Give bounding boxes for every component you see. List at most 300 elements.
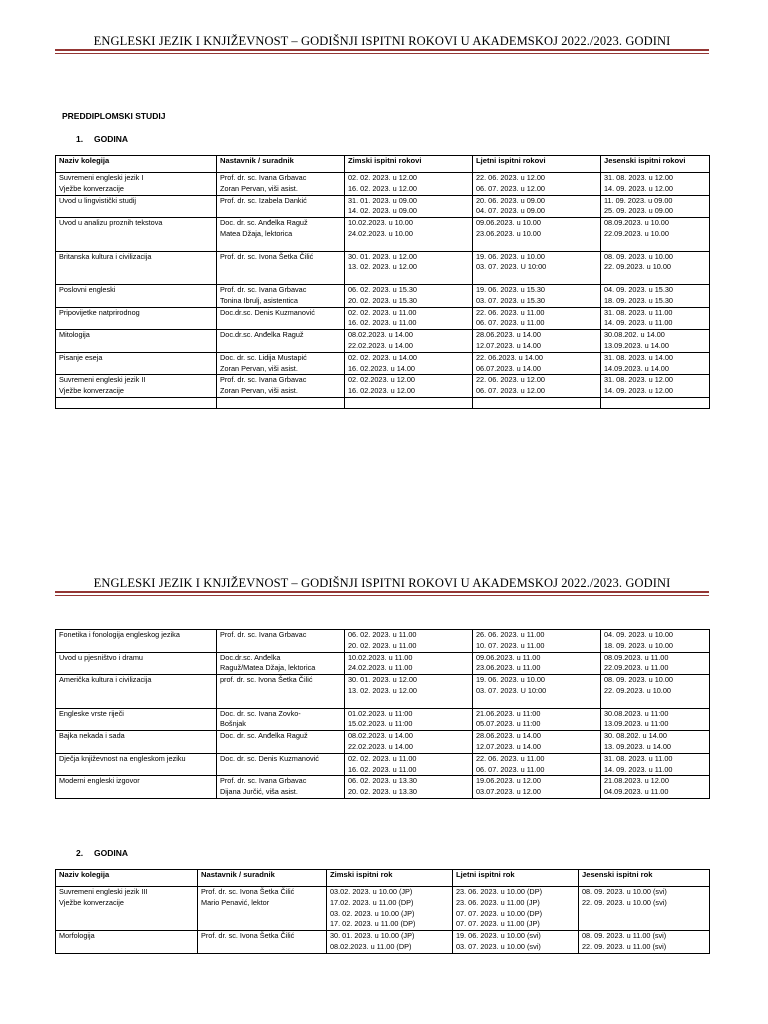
cell-summer	[473, 776, 601, 799]
cell-autumn	[601, 753, 710, 776]
page-header-2	[55, 576, 709, 591]
cell-autumn	[601, 708, 710, 731]
table-row-empty	[56, 397, 710, 408]
cell-autumn	[601, 251, 710, 284]
cell-line: 28.06.2023. u 14.00	[476, 731, 541, 741]
cell-winter	[345, 708, 473, 731]
cell-line: 19. 06. 2023. u 10.00	[476, 675, 545, 685]
cell-winter	[345, 375, 473, 398]
cell-course	[56, 630, 217, 653]
cell-line: Suvremeni engleski jezik III	[59, 887, 148, 896]
cell-teacher	[217, 731, 345, 754]
cell-line: 23.06.2023. u 11.00	[476, 663, 541, 673]
cell-line: 22. 09.2023. u 10.00	[604, 685, 671, 695]
cell-teacher	[217, 630, 345, 653]
cell-line: Moderni engleski izgovor	[59, 776, 140, 786]
cell-line: Zoran Pervan, viši asist.	[220, 363, 298, 373]
cell-course	[56, 675, 217, 708]
table-row	[56, 307, 710, 330]
cell-course	[56, 887, 198, 931]
cell-line: Pripovijetke natprirodnog	[59, 307, 140, 317]
cell-line: Vježbe konverzacije	[59, 897, 124, 907]
year-2-label	[76, 848, 128, 858]
cell-line: 16. 02.2023. u 14.00	[348, 363, 415, 373]
cell-line: Dijana Jurčić, viša asist.	[220, 787, 298, 797]
cell-summer	[453, 931, 579, 954]
cell-teacher	[217, 352, 345, 375]
cell-line: 14. 09. 2023. u 11.00	[604, 764, 673, 774]
cell-teacher	[198, 931, 327, 954]
cell-line: Prof. dr. sc. Ivona Šetka Čilić	[201, 887, 295, 896]
table-header-row	[56, 870, 710, 887]
cell-line: 09.06.2023. u 10.00	[476, 218, 541, 228]
year-2-table	[55, 869, 710, 954]
cell-winter	[345, 652, 473, 675]
year-title: GODINA	[94, 134, 128, 144]
cell-line: 20. 06. 2023. u 09.00	[476, 195, 545, 205]
cell-course	[56, 307, 217, 330]
cell-empty	[473, 397, 601, 408]
cell-teacher	[217, 307, 345, 330]
table-row	[56, 731, 710, 754]
cell-summer	[473, 630, 601, 653]
column-header: Ljetni ispitni rok	[453, 870, 579, 887]
cell-summer	[473, 375, 601, 398]
table-header-row	[56, 156, 710, 173]
page-title: ENGLESKI JEZIK I KNJIŽEVNOST – GODIŠNJI ISPITNI ROKOVI U AKADEMSKOJ 2022./2023. GODINI	[93, 34, 671, 48]
cell-teacher	[217, 173, 345, 196]
cell-teacher	[198, 887, 327, 931]
cell-summer	[473, 352, 601, 375]
year-title: GODINA	[94, 848, 128, 858]
table-row	[56, 776, 710, 799]
cell-line: Engleske vrste riječi	[59, 708, 124, 718]
cell-teacher	[217, 753, 345, 776]
cell-line: 03. 02. 2023. u 10.00 (JP)	[330, 908, 415, 918]
cell-summer	[473, 195, 601, 218]
cell-line: 08.02.2023. u 14.00	[348, 731, 413, 741]
section-label: PREDDIPLOMSKI STUDIJ	[62, 111, 166, 121]
cell-line: Zoran Pervan, viši asist.	[220, 386, 298, 396]
cell-summer	[473, 708, 601, 731]
cell-line: 10.02.2023. u 10.00	[348, 218, 413, 228]
table-row	[56, 218, 710, 251]
cell-line: 03.02. 2023. u 10.00 (JP)	[330, 887, 413, 896]
cell-line: Mitologija	[59, 330, 90, 340]
cell-empty	[56, 397, 217, 408]
cell-line: 23. 06. 2023. u 11.00 (JP)	[456, 897, 540, 907]
cell-line: 30.08.202. u 14.00	[604, 330, 665, 340]
cell-line: 19. 06. 2023. u 15.30	[476, 284, 545, 294]
column-header: Zimski ispitni rok	[327, 870, 453, 887]
cell-line: 17. 02. 2023. u 11.00 (DP)	[330, 919, 416, 929]
cell-winter	[327, 887, 453, 931]
cell-teacher	[217, 218, 345, 251]
cell-line: 14. 09. 2023. u 11.00	[604, 318, 673, 328]
cell-line: 20. 02. 2023. u 11.00	[348, 640, 417, 650]
cell-line: Bajka nekada i sada	[59, 731, 125, 741]
cell-line: 13. 09.2023. u 14.00	[604, 741, 671, 751]
table-row	[56, 753, 710, 776]
cell-line: Doc. dr. sc. Denis Kuzmanović	[220, 753, 319, 763]
cell-winter	[345, 218, 473, 251]
cell-autumn	[601, 375, 710, 398]
cell-line: 06. 02. 2023. u 15.30	[348, 284, 417, 294]
column-header: Ljetni ispitni rokovi	[473, 156, 601, 173]
cell-winter	[345, 731, 473, 754]
cell-summer	[473, 173, 601, 196]
cell-autumn	[579, 931, 710, 954]
cell-line: 02. 02. 2023. u 11.00	[348, 307, 417, 317]
cell-line: 09.06.2023. u 11.00	[476, 652, 541, 662]
table-row	[56, 173, 710, 196]
year-1-continued-table	[55, 629, 710, 799]
column-header: Nastavnik / suradnik	[217, 156, 345, 173]
cell-autumn	[601, 675, 710, 708]
cell-line: 22.09.2023. u 10.00	[604, 228, 669, 238]
cell-empty	[601, 397, 710, 408]
cell-line: Poslovni engleski	[59, 284, 116, 294]
cell-summer	[473, 753, 601, 776]
cell-teacher	[217, 652, 345, 675]
cell-line: 16. 02. 2023. u 12.00	[348, 183, 417, 193]
cell-line: Doc. dr. sc. Anđelka Raguž	[220, 731, 308, 741]
cell-teacher	[217, 284, 345, 307]
cell-line: Doc.dr.sc. Denis Kuzmanović	[220, 307, 315, 317]
cell-line: 23.06.2023. u 10.00	[476, 228, 541, 238]
cell-line: 13. 02. 2023. u 12.00	[348, 262, 417, 272]
cell-line: 02. 02.2023. u 12.00	[348, 375, 415, 385]
header-rule-thin	[55, 595, 709, 596]
cell-teacher	[217, 375, 345, 398]
cell-empty	[217, 397, 345, 408]
cell-autumn	[601, 652, 710, 675]
cell-line: 06. 02. 2023. u 13.30	[348, 776, 417, 786]
cell-line: 08.02.2023. u 11.00 (DP)	[330, 941, 412, 951]
cell-line: 01.02.2023. u 11:00	[348, 708, 413, 718]
page-header-1	[55, 34, 709, 49]
table-row	[56, 251, 710, 284]
column-header: Jesenski ispitni rok	[579, 870, 710, 887]
cell-line: 21.06.2023. u 11:00	[476, 708, 541, 718]
cell-line: 03. 07. 2023. U 10:00	[476, 262, 547, 272]
cell-autumn	[601, 173, 710, 196]
cell-course	[56, 708, 217, 731]
table-row	[56, 675, 710, 708]
cell-winter	[345, 675, 473, 708]
cell-winter	[345, 173, 473, 196]
cell-line: Doc.dr.sc. Anđelka Raguž	[220, 330, 304, 340]
cell-line: 22. 06. 2023. u 12.00	[476, 375, 545, 385]
table-row	[56, 931, 710, 954]
cell-line: 03. 07. 2023. U 10:00	[476, 685, 547, 695]
cell-summer	[453, 887, 579, 931]
cell-line: Fonetika i fonologija engleskog jezika	[59, 630, 180, 639]
cell-line: 13.09.2023. u 11:00	[604, 719, 669, 729]
cell-course	[56, 731, 217, 754]
cell-line: 08. 09. 2023. u 10.00	[604, 251, 673, 261]
cell-line: 06.07.2023. u 14.00	[476, 363, 541, 373]
cell-summer	[473, 251, 601, 284]
column-header: Naziv kolegija	[56, 156, 217, 173]
cell-line: 31. 08. 2023. u 14.00	[604, 352, 673, 362]
cell-line: 05.07.2023. u 11:00	[476, 719, 541, 729]
cell-summer	[473, 307, 601, 330]
year-1-label	[76, 134, 128, 144]
cell-line: 22.09.2023. u 11.00	[604, 663, 669, 673]
cell-line: Prof. dr. sc. Izabela Dankić	[220, 195, 307, 205]
cell-winter	[345, 330, 473, 353]
cell-autumn	[601, 218, 710, 251]
cell-line: Suvremeni engleski jezik II	[59, 375, 146, 385]
cell-line: 11. 09. 2023. u 09.00	[604, 195, 673, 205]
cell-line: Suvremeni engleski jezik I	[59, 173, 144, 182]
cell-line: Matea Džaja, lektorica	[220, 228, 293, 238]
cell-line: 10.02.2023. u 11.00	[348, 652, 413, 662]
cell-course	[56, 776, 217, 799]
cell-line: 28.06.2023. u 14.00	[476, 330, 541, 340]
cell-course	[56, 652, 217, 675]
header-rule	[55, 49, 709, 51]
cell-line: 26. 06. 2023. u 11.00	[476, 630, 545, 639]
table-row	[56, 352, 710, 375]
cell-winter	[345, 630, 473, 653]
cell-line: Raguž/Matea Džaja, lektorica	[220, 663, 316, 673]
year-1-table	[55, 155, 710, 409]
cell-line: 30. 01. 2023. u 12.00	[348, 675, 417, 685]
cell-line: 14. 02. 2023. u 09.00	[348, 206, 417, 216]
cell-line: 12.07.2023. u 14.00	[476, 741, 541, 751]
cell-line: 04. 07. 2023. u 09.00	[476, 206, 545, 216]
cell-line: Doc. dr. sc. Lidija Mustapić	[220, 352, 307, 362]
cell-line: Doc. dr. sc. Anđelka Raguž	[220, 218, 308, 228]
cell-line: 03. 07. 2023. u 10.00 (svi)	[456, 941, 541, 951]
cell-line: 07. 07. 2023. u 10.00 (DP)	[456, 908, 542, 918]
cell-line: 13.09.2023. u 14.00	[604, 340, 669, 350]
cell-line: Bošnjak	[220, 719, 246, 729]
column-header: Jesenski ispitni rokovi	[601, 156, 710, 173]
cell-line: 04. 09. 2023. u 15.30	[604, 284, 673, 294]
cell-line: 20. 02. 2023. u 13.30	[348, 787, 417, 797]
cell-line: Prof. dr. sc. Ivona Šetka Čilić	[220, 251, 314, 261]
cell-autumn	[601, 731, 710, 754]
cell-line: Uvod u analizu proznih tekstova	[59, 218, 163, 228]
header-rule-thin	[55, 53, 709, 54]
cell-line: 19. 06. 2023. u 10.00 (svi)	[456, 931, 541, 941]
cell-line: 06. 07. 2023. u 11.00	[476, 764, 545, 774]
cell-teacher	[217, 251, 345, 284]
cell-line: 22.02.2023. u 14.00	[348, 340, 413, 350]
cell-autumn	[601, 776, 710, 799]
cell-line: 30.08.2023. u 11:00	[604, 708, 669, 718]
cell-teacher	[217, 195, 345, 218]
cell-line: 08. 09. 2023. u 11.00 (svi)	[582, 931, 667, 941]
cell-line: Prof. dr. sc. Ivana Grbavac	[220, 375, 307, 385]
cell-line: 19.06.2023. u 12.00	[476, 776, 541, 786]
cell-line: 08.09.2023. u 10.00	[604, 218, 669, 228]
cell-line: Morfologija	[59, 931, 95, 941]
cell-line: 22. 09. 2023. u 10.00 (svi)	[582, 897, 667, 907]
cell-line: 24.02.2023. u 11.00	[348, 663, 413, 673]
cell-line: 25. 09. 2023. u 09.00	[604, 206, 673, 216]
header-rule	[55, 591, 709, 593]
cell-summer	[473, 652, 601, 675]
cell-line: 31. 08. 2023. u 12.00	[604, 173, 673, 182]
cell-course	[56, 330, 217, 353]
cell-line: 15.02.2023. u 11:00	[348, 719, 413, 729]
cell-line: 16. 02. 2023. u 11.00	[348, 318, 417, 328]
cell-line: 14.09.2023. u 14.00	[604, 363, 669, 373]
cell-empty	[345, 397, 473, 408]
cell-line: 06. 02. 2023. u 11.00	[348, 630, 417, 639]
cell-autumn	[601, 630, 710, 653]
cell-line: Doc.dr.sc. Anđelka	[220, 652, 281, 662]
cell-line: Pisanje eseja	[59, 352, 103, 362]
cell-line: 18. 09. 2023. u 10.00	[604, 640, 673, 650]
cell-line: 22. 09. 2023. u 11.00 (svi)	[582, 941, 667, 951]
cell-line: 06. 07. 2023. u 11.00	[476, 318, 545, 328]
cell-summer	[473, 675, 601, 708]
cell-line: 30. 01. 2023. u 12.00	[348, 251, 417, 261]
cell-line: 22. 06. 2023. u 12.00	[476, 173, 545, 182]
cell-line: 14. 09. 2023. u 12.00	[604, 386, 673, 396]
cell-course	[56, 218, 217, 251]
cell-line: 04.09.2023. u 11.00	[604, 787, 669, 797]
cell-line: 22. 06.2023. u 14.00	[476, 352, 543, 362]
cell-summer	[473, 731, 601, 754]
cell-winter	[327, 931, 453, 954]
cell-summer	[473, 284, 601, 307]
cell-line: 08. 09. 2023. u 10.00	[604, 675, 673, 685]
cell-autumn	[601, 307, 710, 330]
cell-line: 22.02.2023. u 14.00	[348, 741, 413, 751]
cell-autumn	[579, 887, 710, 931]
cell-autumn	[601, 195, 710, 218]
cell-course	[56, 173, 217, 196]
column-header: Zimski ispitni rokovi	[345, 156, 473, 173]
cell-line: Uvod u lingvistički studij	[59, 195, 137, 205]
cell-teacher	[217, 708, 345, 731]
cell-line: Uvod u pjesništvo i dramu	[59, 652, 143, 662]
cell-line: 22. 09.2023. u 10.00	[604, 262, 671, 272]
cell-line: 02. 02. 2023. u 11.00	[348, 753, 417, 763]
cell-line: Prof. dr. sc. Ivana Grbavac	[220, 630, 307, 639]
cell-line: Prof. dr. sc. Ivona Šetka Čilić	[201, 931, 295, 941]
table-row	[56, 284, 710, 307]
cell-line: Prof. dr. sc. Ivana Grbavac	[220, 776, 307, 786]
cell-line: Američka kultura i civilizacija	[59, 675, 152, 685]
cell-line: 19. 06. 2023. u 10.00	[476, 251, 545, 261]
table-row	[56, 887, 710, 931]
column-header: Naziv kolegija	[56, 870, 198, 887]
cell-line: 22. 06. 2023. u 11.00	[476, 753, 545, 763]
cell-line: 30. 01. 2023. u 10.00 (JP)	[330, 931, 415, 941]
cell-line: 31. 08. 2023. u 12.00	[604, 375, 673, 385]
cell-winter	[345, 776, 473, 799]
cell-line: 02. 02. 2023. u 14.00	[348, 352, 417, 362]
cell-winter	[345, 753, 473, 776]
table-row	[56, 630, 710, 653]
cell-line: 16. 02. 2023. u 11.00	[348, 764, 417, 774]
cell-course	[56, 375, 217, 398]
cell-line: 31. 01. 2023. u 09.00	[348, 195, 417, 205]
column-header: Nastavnik / suradnik	[198, 870, 327, 887]
cell-line: 12.07.2023. u 14.00	[476, 340, 541, 350]
cell-line: 21.08.2023. u 12.00	[604, 776, 669, 786]
cell-line: 08.09.2023. u 11.00	[604, 652, 669, 662]
cell-autumn	[601, 352, 710, 375]
cell-line: 06. 07. 2023. u 12.00	[476, 183, 545, 193]
cell-autumn	[601, 330, 710, 353]
cell-line: Dječja književnost na engleskom jeziku	[59, 753, 186, 763]
cell-line: Prof. dr. sc. Ivana Grbavac	[220, 284, 307, 294]
cell-summer	[473, 218, 601, 251]
cell-line: Zoran Pervan, viši asist.	[220, 183, 298, 193]
cell-line: 03.07.2023. u 12.00	[476, 787, 541, 797]
cell-line: 24.02.2023. u 10.00	[348, 228, 413, 238]
cell-line: Mario Penavić, lektor	[201, 897, 270, 907]
cell-line: prof. dr. sc. Ivona Šetka Čilić	[220, 675, 313, 685]
cell-line: 06. 07. 2023. u 12.00	[476, 386, 545, 396]
cell-line: 07. 07. 2023. u 11.00 (JP)	[456, 919, 540, 929]
cell-line: 13. 02. 2023. u 12.00	[348, 685, 417, 695]
cell-course	[56, 195, 217, 218]
year-number: 1.	[76, 134, 84, 144]
table-row	[56, 708, 710, 731]
year-number: 2.	[76, 848, 84, 858]
cell-teacher	[217, 330, 345, 353]
table-row	[56, 330, 710, 353]
cell-line: 02. 02. 2023. u 12.00	[348, 173, 417, 182]
cell-course	[56, 753, 217, 776]
cell-teacher	[217, 675, 345, 708]
cell-line: Vježbe konverzacije	[59, 386, 124, 396]
table-row	[56, 375, 710, 398]
cell-line: 18. 09. 2023. u 15.30	[604, 295, 673, 305]
cell-line: 17.02. 2023. u 11.00 (DP)	[330, 897, 414, 907]
cell-line: 16. 02.2023. u 12.00	[348, 386, 415, 396]
cell-course	[56, 251, 217, 284]
cell-line: 30. 08.202. u 14.00	[604, 731, 667, 741]
cell-line: Vježbe konverzacije	[59, 183, 124, 193]
cell-line: 14. 09. 2023. u 12.00	[604, 183, 673, 193]
cell-line: 08. 09. 2023. u 10.00 (svi)	[582, 887, 667, 896]
cell-course	[56, 284, 217, 307]
cell-line: 23. 06. 2023. u 10.00 (DP)	[456, 887, 542, 896]
cell-line: Tonina Ibrulj, asistentica	[220, 295, 298, 305]
cell-line: Doc. dr. sc. Ivana Zovko-	[220, 708, 301, 718]
cell-winter	[345, 195, 473, 218]
cell-line: Britanska kultura i civilizacija	[59, 251, 152, 261]
cell-winter	[345, 307, 473, 330]
page-title: ENGLESKI JEZIK I KNJIŽEVNOST – GODIŠNJI ISPITNI ROKOVI U AKADEMSKOJ 2022./2023. GODINI	[93, 576, 671, 590]
cell-line: 10. 07. 2023. u 11.00	[476, 640, 545, 650]
cell-line: 31. 08. 2023. u 11.00	[604, 753, 673, 763]
cell-summer	[473, 330, 601, 353]
cell-winter	[345, 284, 473, 307]
cell-line: 31. 08. 2023. u 11.00	[604, 307, 673, 317]
cell-line: 22. 06. 2023. u 11.00	[476, 307, 545, 317]
cell-line: 04. 09. 2023. u 10.00	[604, 630, 673, 639]
cell-line: 03. 07. 2023. u 15.30	[476, 295, 545, 305]
cell-line: Prof. dr. sc. Ivana Grbavac	[220, 173, 307, 182]
table-row	[56, 195, 710, 218]
cell-course	[56, 352, 217, 375]
table-row	[56, 652, 710, 675]
cell-autumn	[601, 284, 710, 307]
cell-line: 08.02.2023. u 14.00	[348, 330, 413, 340]
cell-teacher	[217, 776, 345, 799]
